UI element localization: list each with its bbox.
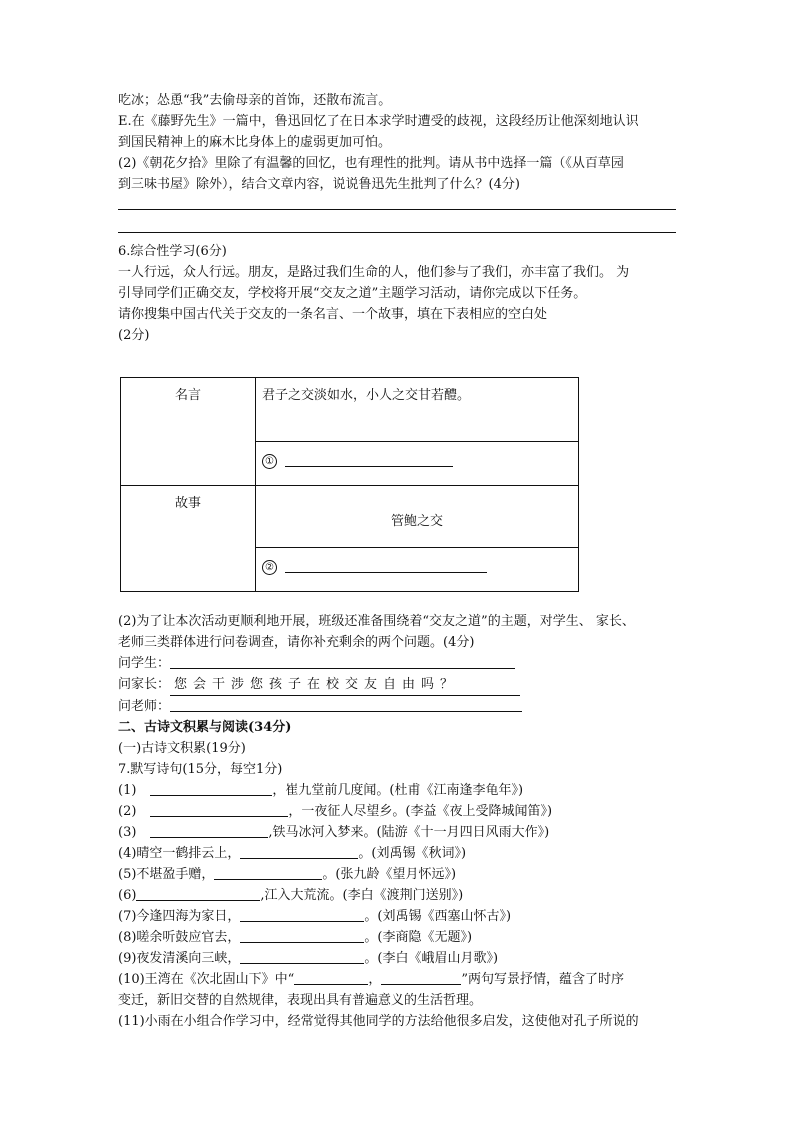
table-cell-story: 管鲍之交: [256, 486, 579, 548]
text-line: 老师三类群体进行问卷调查，请你补充剩余的两个问题。(4分): [118, 635, 475, 650]
text-line: 变迁，新旧交替的自然规律，表现出具有普遍意义的生活哲理。: [118, 993, 483, 1008]
survey-section: [118, 611, 678, 1032]
circle-number: ①: [262, 454, 277, 469]
poem-row: (4)晴空一鹤排云上， 。(刘禹锡《秋词》): [118, 846, 467, 861]
poem-row: (7)今逢四海为家日， 。(刘禹锡《西塞山怀古》): [118, 909, 512, 924]
poem-row: (8)嗟余听鼓应官去， 。(李商隐《无题》): [118, 930, 473, 945]
text-line: (2分): [118, 328, 150, 343]
table-cell-blank-2[interactable]: [256, 548, 579, 592]
poem-row: (10)王湾在《次北固山下》中“ ， ”两句写景抒情，蕴含了时序: [118, 972, 625, 987]
poem-row: (1) ，崔九堂前几度闻。(杜甫《江南逢李龟年》): [118, 783, 524, 798]
survey-teacher-row: 问老师：: [118, 696, 678, 717]
poem-blank[interactable]: [214, 865, 322, 880]
poem-blank[interactable]: [240, 907, 364, 922]
section-2-subtitle: (一)古诗文积累(19分): [118, 741, 246, 756]
text-line: 引导同学们正确交友，学校将开展“交友之道”主题学习活动，请你完成以下任务。: [118, 286, 587, 301]
text-line: (2)为了让本次活动更顺利地开展，班级还准备围绕着“交友之道”的主题，对学生、 家长、: [118, 614, 635, 629]
poem-row: (6) ,江入大荒流。(李白《渡荆门送别》): [118, 888, 464, 903]
friendship-table: [120, 377, 579, 592]
section-2-title: 二、古诗文积累与阅读(34分): [118, 720, 292, 735]
text-line: 请你搜集中国古代关于交友的一条名言、一个故事，填在下表相应的空白处: [118, 307, 548, 322]
poem-blank[interactable]: [136, 886, 260, 901]
question-7-title: 7.默写诗句(15分，每空1分): [118, 762, 283, 777]
text-line: 到国民精神上的麻木比身体上的虚弱更加可怕。: [118, 135, 392, 150]
survey-student-row: 问学生：: [118, 653, 678, 674]
poem-blank[interactable]: [150, 802, 288, 817]
answer-blank[interactable]: [285, 452, 453, 467]
survey-parent-row: 问家长： 您会干涉您孩子在校交友自由吗？: [118, 674, 678, 696]
poem-blank[interactable]: [240, 844, 358, 859]
poem-blank[interactable]: [294, 970, 368, 985]
poem-blank[interactable]: [240, 928, 364, 943]
text-line: (11)小雨在小组合作学习中，经常觉得其他同学的方法给他很多启发，这使他对孔子所说的: [118, 1014, 639, 1029]
question-6-title: 6.综合性学习(6分): [118, 244, 227, 259]
poem-blank[interactable]: [150, 781, 272, 796]
poem-row: (3) ,铁马冰河入梦来。(陆游《十一月四日风雨大作》): [118, 825, 550, 840]
text-line: E.在《藤野先生》一篇中，鲁迅回忆了在日本求学时遭受的歧视，这段经历让他深刻地认识: [118, 114, 639, 129]
poem-row: (5)不堪盈手赠， 。(张九龄《望月怀远》): [118, 867, 457, 882]
text-line: 吃冰；怂恿“我”去偷母亲的首饰，还散布流言。: [118, 93, 392, 108]
table-cell-blank-1[interactable]: [256, 442, 579, 486]
text-line: 一人行远，众人行远。朋友，是路过我们生命的人，他们参与了我们，亦丰富了我们。 为: [118, 265, 630, 280]
document-page: [118, 90, 678, 346]
poem-blank[interactable]: [381, 970, 461, 985]
text-line: (2)《朝花夕拾》里除了有温馨的回忆，也有理性的批判。请从书中选择一篇（《从百草园: [118, 156, 624, 171]
survey-student-blank[interactable]: [170, 654, 515, 669]
table-label-quote: 名言: [121, 378, 256, 486]
poem-row: (9)夜发清溪向三峡， 。(李白《峨眉山月歌》): [118, 951, 499, 966]
poem-blank[interactable]: [150, 823, 268, 838]
answer-blank[interactable]: [285, 558, 487, 573]
poem-row: (2) ，一夜征人尽望乡。(李益《夜上受降城闻笛》): [118, 804, 553, 819]
poem-blank[interactable]: [240, 949, 364, 964]
circle-number: ②: [262, 560, 277, 575]
text-line: 到三味书屋》除外），结合文章内容，说说鲁迅先生批判了什么？(4分): [118, 177, 520, 192]
survey-parent-answer[interactable]: 您会干涉您孩子在校交友自由吗？: [170, 674, 520, 696]
survey-teacher-blank[interactable]: [170, 697, 522, 712]
table-label-story: 故事: [121, 486, 256, 592]
table-cell-quote: 君子之交淡如水，小人之交甘若醴。: [256, 378, 579, 442]
